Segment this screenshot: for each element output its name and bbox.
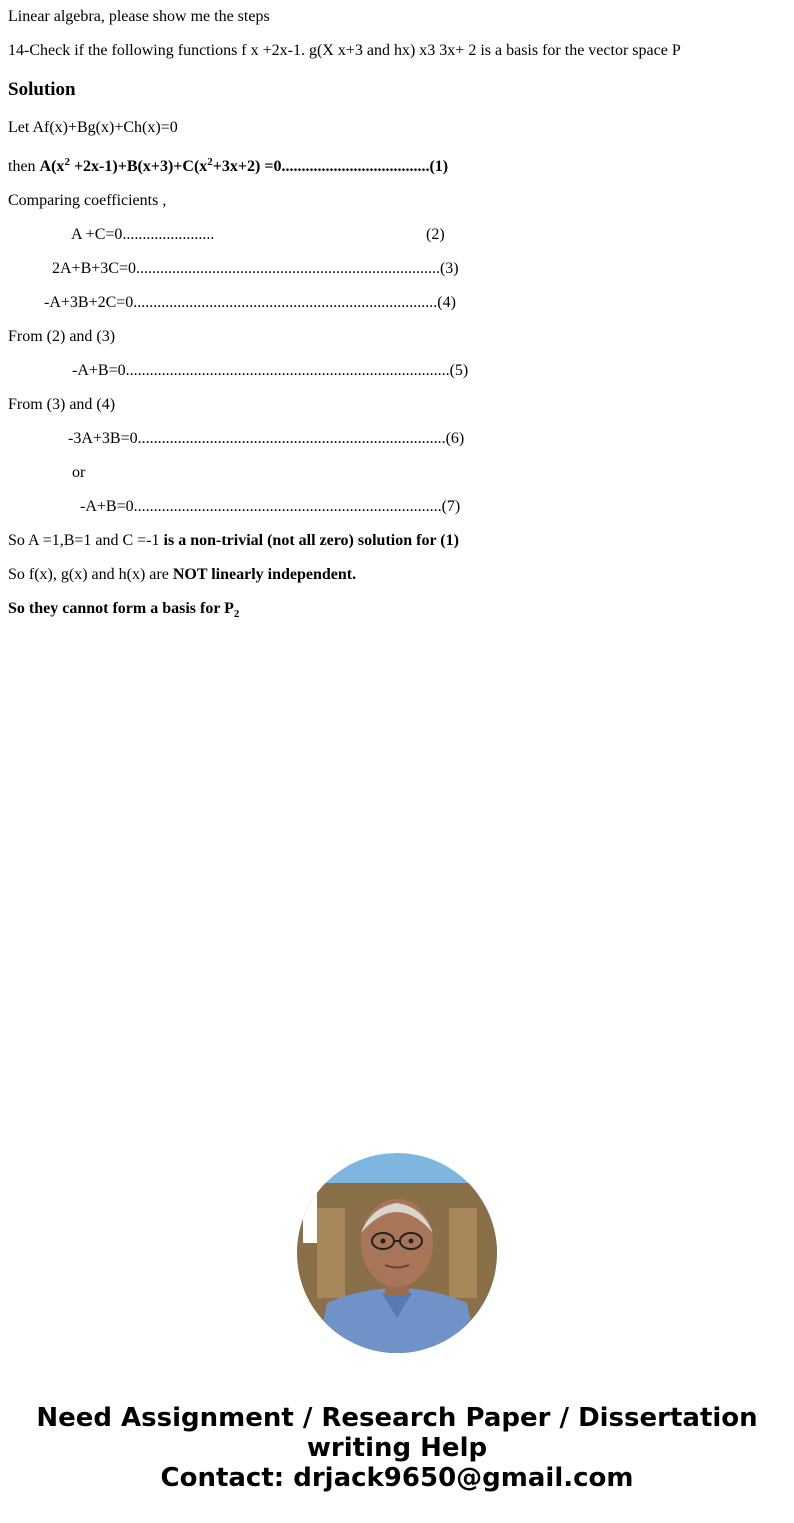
question-text: 14-Check if the following functions f x +2x-1. g(X x+3 and hx) x3 3x+ 2 is a basis for the vector space P: [8, 42, 681, 59]
tutor-avatar: [297, 1153, 497, 1353]
footer-promo: [0, 1403, 794, 1493]
solution-heading: Solution: [8, 79, 76, 100]
then-word: then: [8, 158, 40, 175]
equation-1: $A(x^2 +2x-1)+B(x+3)+C(x^2+3x+2) =0.....................................(1)$: [39, 156, 449, 175]
equation-4: -A+3B+2C=0............................................................................(4): [44, 294, 456, 311]
equation-2: A +C=0.......................: [71, 226, 215, 243]
or-text: or: [72, 464, 86, 481]
equation-5: -A+B=0.................................................................................(5): [72, 362, 469, 379]
equation-7: -A+B=0.............................................................................(7): [80, 498, 461, 515]
equation-6: -3A+3B=0.............................................................................(6): [68, 430, 465, 447]
from-2-3-text: From (2) and (3): [8, 328, 116, 345]
footer-line-2: writing Help: [306, 1433, 488, 1463]
dependence-statement: So f(x), g(x) and h(x) are NOT linearly independent.: [8, 566, 357, 583]
equation-3: 2A+B+3C=0............................................................................(3): [52, 260, 459, 277]
footer-contact: Contact: drjack9650@gmail.com: [160, 1463, 634, 1493]
footer-line-1: Need Assignment / Research Paper / Dissertation: [36, 1403, 758, 1433]
solution-statement: So A =1,B=1 and C =-1 is a non-trivial (not all zero) solution for (1): [8, 532, 459, 549]
let-equation: Let Af(x)+Bg(x)+Ch(x)=0: [8, 119, 178, 136]
from-3-4-text: From (3) and (4): [8, 396, 116, 413]
main-equation: [8, 158, 448, 176]
comparing-text: Comparing coefficients ,: [8, 192, 167, 209]
basis-conclusion: So they cannot form a basis for $P_2$: [8, 600, 240, 620]
equation-2-number: (2): [426, 226, 445, 243]
intro-text: Linear algebra, please show me the steps: [8, 8, 270, 25]
